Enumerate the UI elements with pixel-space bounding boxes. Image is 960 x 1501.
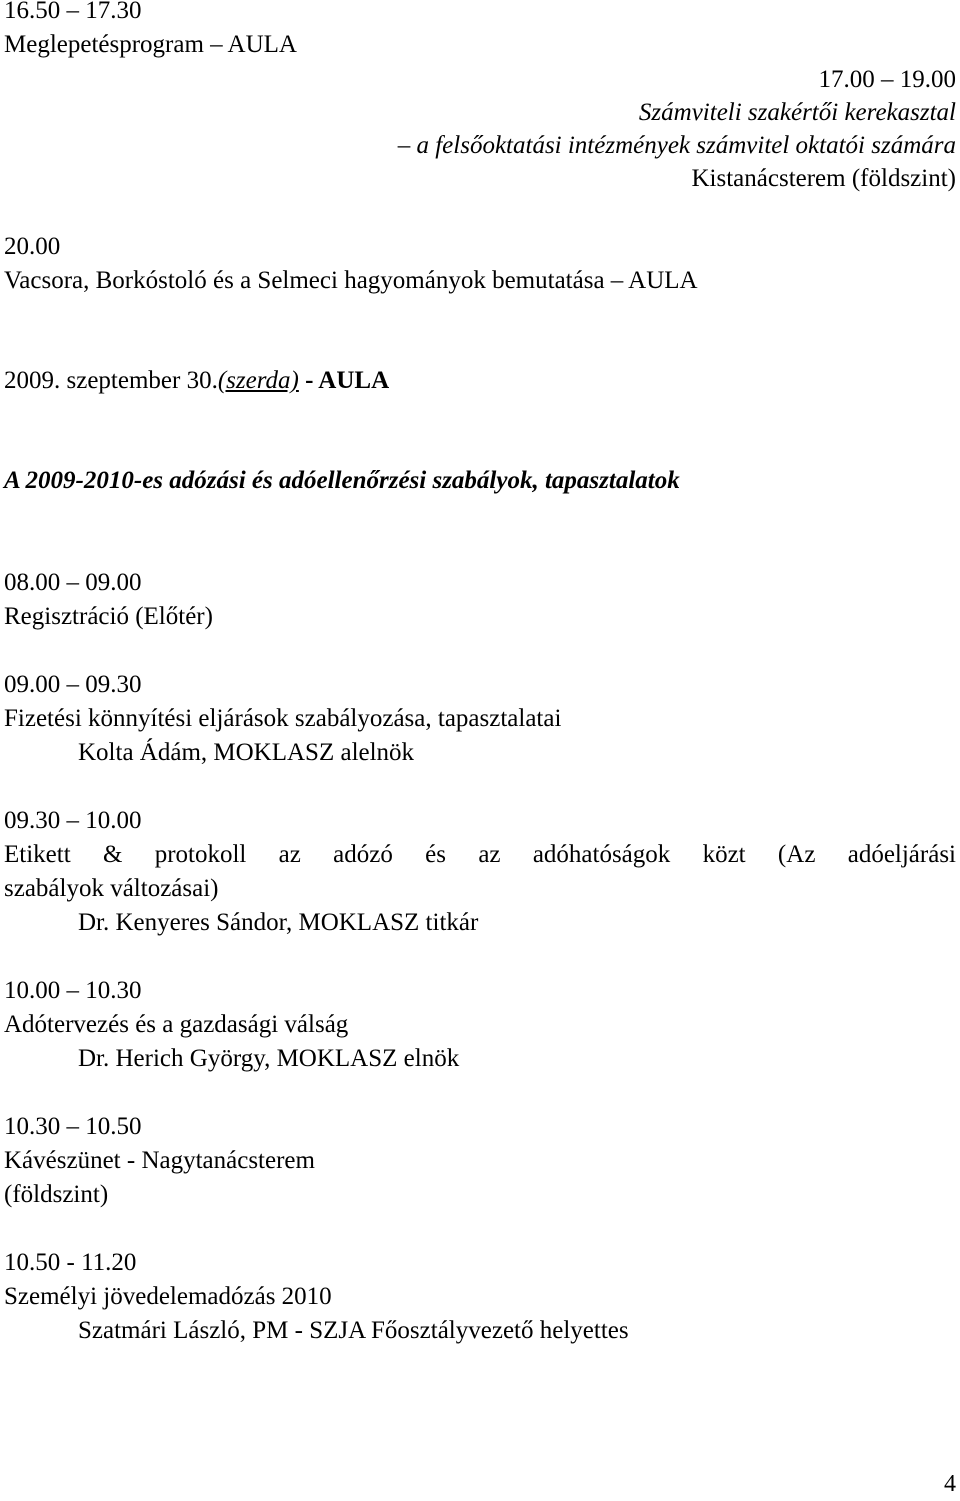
roundtable-subtitle: – a felsőoktatási intézmények számvitel oktatói számára [397, 132, 956, 159]
session-title-cont: (földszint) [4, 1181, 109, 1208]
surprise-title: Meglepetésprogram – AULA [4, 31, 297, 58]
page-number: 4 [944, 1471, 956, 1497]
session-speaker: Dr. Kenyeres Sándor, MOKLASZ titkár [78, 909, 479, 936]
session-title: Fizetési könnyítési eljárások szabályozása, tapasztalatai [4, 705, 562, 732]
session-speaker: Dr. Herich György, MOKLASZ elnök [78, 1045, 460, 1072]
session-title: Kávészünet - Nagytanácsterem [4, 1147, 315, 1174]
roundtable-room: Kistanácsterem (földszint) [691, 165, 956, 192]
session-title: Etikett & protokoll az adózó és az adóhatóságok közt (Az adóeljárási [4, 841, 956, 868]
dinner-title: Vacsora, Borkóstoló és a Selmeci hagyományok bemutatása – AULA [4, 267, 698, 294]
session-title: Regisztráció (Előtér) [4, 603, 213, 630]
day2-venue: - AULA [298, 367, 390, 394]
session-title: Személyi jövedelemadózás 2010 [4, 1283, 332, 1310]
roundtable-title: Számviteli szakértői kerekasztal [638, 99, 956, 126]
session-time: 09.00 – 09.30 [4, 671, 142, 698]
day2-weekday: (szerda) [217, 367, 299, 394]
session-title: Adótervezés és a gazdasági válság [4, 1011, 349, 1038]
session-time: 09.30 – 10.00 [4, 807, 142, 834]
session-time: 10.00 – 10.30 [4, 977, 142, 1004]
document-page [4, 0, 956, 1501]
roundtable-time: 17.00 – 19.00 [818, 66, 956, 93]
session-title-cont: szabályok változásai) [4, 875, 219, 902]
surprise-time: 16.50 – 17.30 [4, 0, 142, 24]
dinner-time: 20.00 [4, 233, 61, 260]
session-speaker: Szatmári László, PM - SZJA Főosztályvezető helyettes [78, 1317, 629, 1344]
session-time: 10.50 - 11.20 [4, 1249, 137, 1276]
session-time: 10.30 – 10.50 [4, 1113, 142, 1140]
session-time: 08.00 – 09.00 [4, 569, 142, 596]
day2-heading [4, 364, 389, 398]
day2-theme: A 2009-2010-es adózási és adóellenőrzési szabályok, tapasztalatok [4, 467, 680, 494]
session-speaker: Kolta Ádám, MOKLASZ alelnök [78, 739, 415, 766]
day2-date: 2009. szeptember 30. [4, 367, 218, 394]
